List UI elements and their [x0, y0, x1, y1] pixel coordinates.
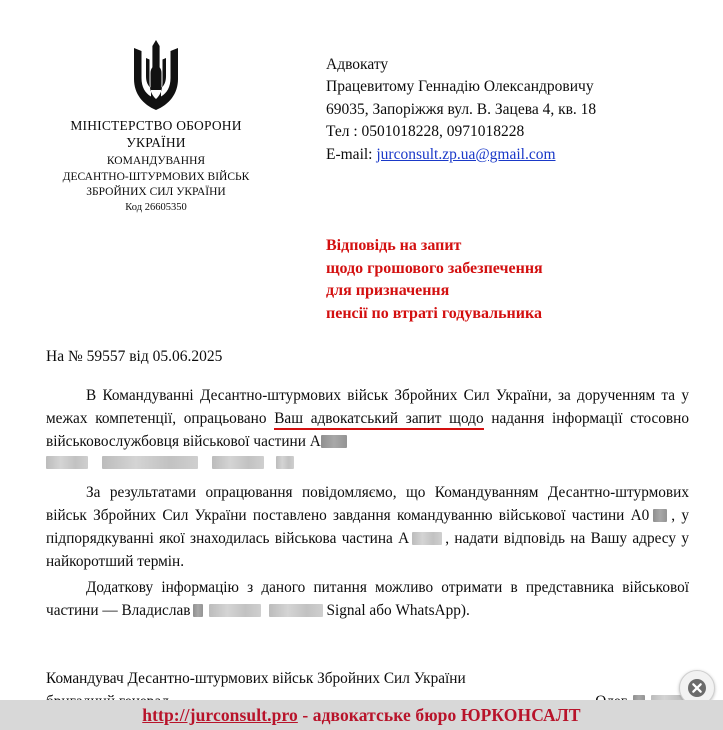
addressee-line1: Адвокату [326, 56, 389, 73]
org-name-line5: ЗБРОЙНИХ СИЛ УКРАЇНИ [86, 185, 226, 198]
redacted-text [46, 456, 88, 469]
org-name-line4: ДЕСАНТНО-ШТУРМОВИХ ВІЙСЬК [62, 171, 250, 184]
addressee-block [294, 30, 705, 213]
paragraph-2-part1: За результатами опрацювання повідомляємо, що Командуванням Десантно-штурмових військ Збройних Сил України поставлено завдання командуванню військової частини А0 [46, 483, 689, 524]
paragraph-2-part2: , у підпорядкуванні якої знаходилась військова частина А [46, 506, 690, 547]
subject-line2: щодо грошового забезпечення [326, 259, 543, 277]
email-label: E-mail: [326, 145, 377, 163]
redacted-text [276, 456, 294, 469]
paragraph-2-part3: , надати відповідь на Вашу адресу у найкоротший термін. [46, 530, 689, 571]
paragraph-3-part2: Signal або WhatsApp). [326, 601, 470, 619]
paragraph-1-underlined: Ваш адвокатський запит щодо [274, 410, 483, 430]
addressee-email-row [326, 144, 705, 166]
watermark-url: http://jurconsult.pro [142, 704, 298, 725]
subject-block [0, 235, 723, 326]
redacted-text [653, 509, 667, 522]
paragraph-1 [46, 384, 689, 454]
subject-line3: для призначення [326, 282, 450, 300]
redacted-line [0, 455, 723, 473]
redacted-text [102, 456, 198, 469]
ukraine-trident-emblem-icon [18, 38, 294, 112]
paragraph-1-part1: В Командуванні Десантно-штурмових військ Збройних Сил України, за дорученням та у межах компетенції, опрацьовано [46, 386, 689, 427]
paragraph-1-part2: надання інформації стосовно військовослужбовця військової частини А [46, 410, 689, 451]
org-name-line3: КОМАНДУВАННЯ [106, 154, 206, 167]
redacted-text [212, 456, 264, 469]
watermark-text [142, 705, 580, 726]
paragraph-3-part1: Додаткову інформацію з даного питання можливо отримати в представника військової частини — Владислав [46, 578, 689, 619]
org-name-line1: МІНІСТЕРСТВО ОБОРОНИ [70, 118, 242, 133]
body-text-continued [0, 473, 723, 623]
redacted-text [412, 532, 442, 545]
addressee-line3: 69035, Запоріжжя вул. В. Зацева 4, кв. 18 [326, 100, 597, 118]
close-icon [687, 678, 707, 698]
subject-line1: Відповідь на запит [326, 236, 462, 254]
redacted-text [209, 604, 261, 617]
reference-line: На № 59557 від 05.06.2025 [46, 347, 223, 365]
organization-block [18, 30, 294, 213]
letterhead [0, 0, 723, 213]
paragraph-3 [46, 576, 689, 623]
org-name-line2: УКРАЇНИ [126, 134, 186, 150]
addressee-line2: Працевитому Геннадію Олександровичу [326, 78, 594, 96]
watermark-suffix: - адвокатське бюро ЮРКОНСАЛТ [297, 704, 581, 725]
email-link[interactable]: jurconsult.zp.ua@gmail.com [376, 145, 556, 163]
addressee-phone: Тел : 0501018228, 0971018228 [326, 123, 525, 141]
body-text [0, 366, 723, 454]
signature-position-line1: Командувач Десантно-штурмових військ Збройних Сил України [46, 670, 466, 687]
redacted-text [269, 604, 323, 617]
redacted-text [321, 435, 347, 448]
watermark-bar [0, 700, 723, 730]
redacted-text [193, 604, 203, 617]
paragraph-2 [46, 481, 689, 574]
subject-line4: пенсії по втраті годувальника [326, 305, 542, 323]
org-code: Код 26605350 [125, 201, 187, 213]
